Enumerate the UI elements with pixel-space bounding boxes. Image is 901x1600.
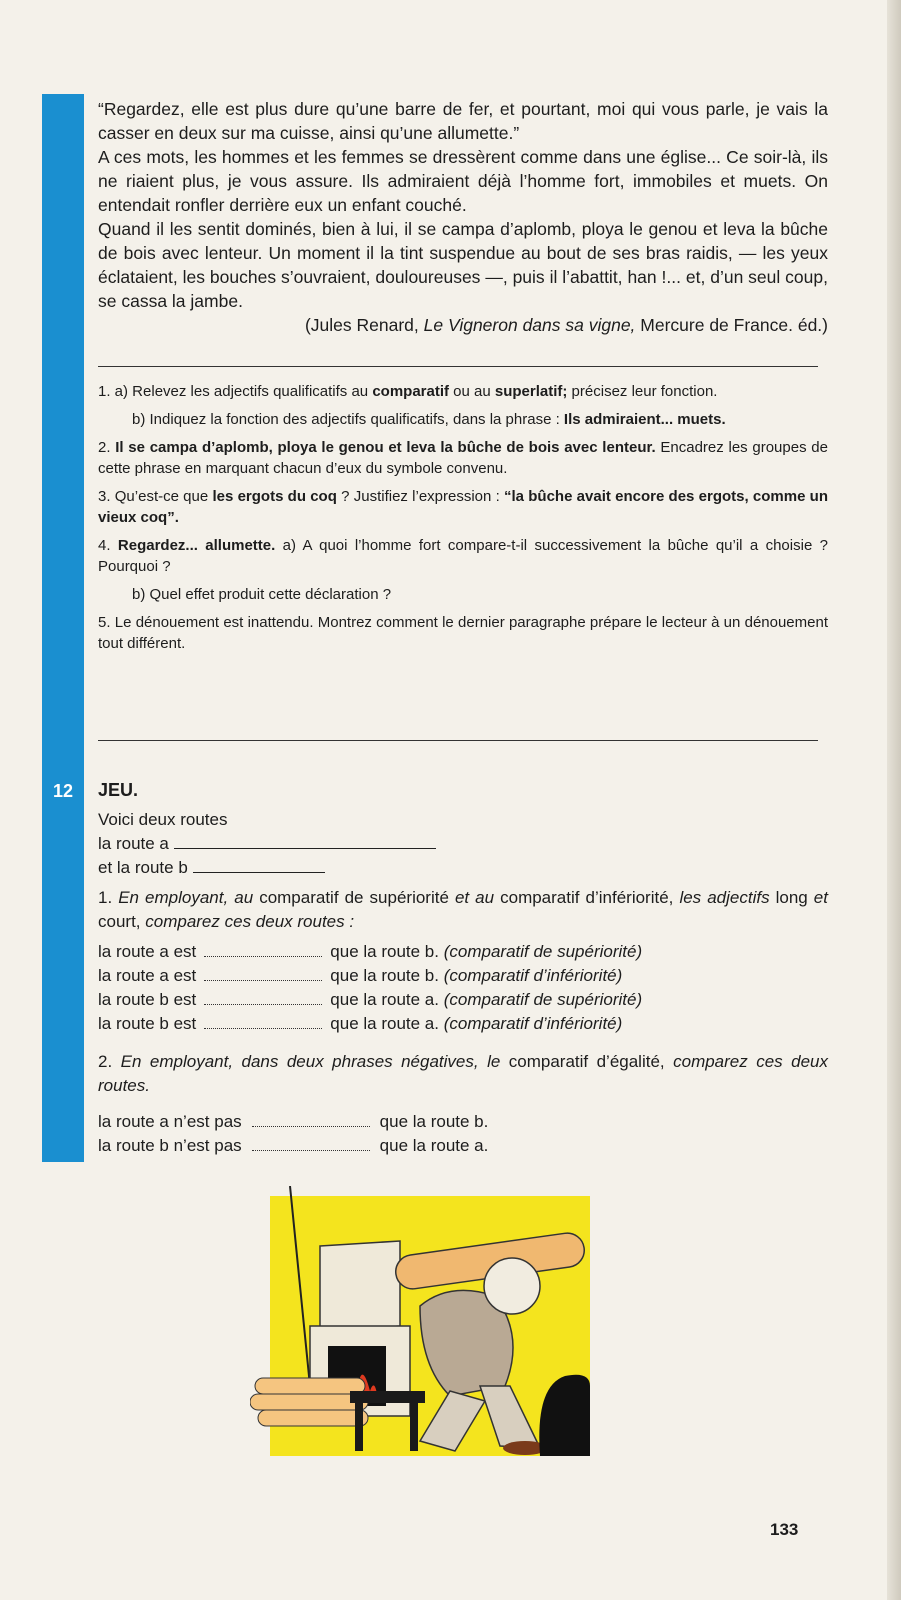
question-1a: 1. a) Relevez les adjectifs qualificatifs au comparatif ou au superlatif; précisez leur fonction. xyxy=(98,383,718,400)
answer-blank[interactable] xyxy=(204,956,322,957)
route-b-length xyxy=(193,871,325,873)
negative-comparison-row: la route a n’est pas que la route b. xyxy=(98,1112,489,1131)
route-b-line: et la route b xyxy=(98,856,828,880)
answer-blank[interactable] xyxy=(252,1126,370,1127)
quoted-excerpt xyxy=(98,97,828,337)
divider-bottom xyxy=(98,740,818,741)
source-author: (Jules Renard, xyxy=(304,315,424,335)
game-intro: Voici deux routes xyxy=(98,810,228,829)
comparison-row: la route a est que la route b. (comparatif d’infériorité) xyxy=(98,966,623,985)
chimney xyxy=(320,1241,400,1331)
question-4b: b) Quel effet produit cette déclaration ? xyxy=(132,586,392,603)
comparison-row: la route b est que la route a. (comparatif de supériorité) xyxy=(98,990,643,1009)
quote-paragraph-2: A ces mots, les hommes et les femmes se dressèrent comme dans une église... Ce soir-là, ils ne riaient plus, je vous assure. Ils admiraient déjà l’homme fort, immobiles et muets. On entendait ronfler derrière eux un enfant couché. xyxy=(98,147,828,215)
answer-blank[interactable] xyxy=(252,1150,370,1151)
route-a-length xyxy=(174,847,436,849)
route-a-line: la route a xyxy=(98,832,828,856)
comparison-row: la route a est que la route b. (comparatif de supériorité) xyxy=(98,942,643,961)
source-title: Le Vigneron dans sa vigne, xyxy=(423,315,636,335)
question-3: 3. Qu’est-ce que les ergots du coq ? Justifiez l’expression : “la bûche avait encore des ergots, comme un vieux coq”. xyxy=(98,488,828,526)
divider-top xyxy=(98,366,818,367)
comparison-row: la route b est que la route a. (comparatif d’infériorité) xyxy=(98,1014,623,1033)
exercise-margin-bar xyxy=(42,94,84,1162)
negative-comparison-row: la route b n’est pas que la route a. xyxy=(98,1136,489,1155)
questions-section xyxy=(98,381,828,661)
answer-blank[interactable] xyxy=(204,1004,322,1005)
question-4a: 4. Regardez... allumette. a) A quoi l’homme fort compare-t-il successivement la bûche qu’il a choisie ? Pourquoi ? xyxy=(98,537,828,575)
question-1b: b) Indiquez la fonction des adjectifs qualificatifs, dans la phrase : Ils admiraient... muets. xyxy=(132,411,726,428)
page-number: 133 xyxy=(770,1520,799,1539)
answer-blank[interactable] xyxy=(204,980,322,981)
game-section xyxy=(98,778,828,1158)
exercise-number: 12 xyxy=(52,781,74,801)
man-head xyxy=(484,1258,540,1314)
quote-source xyxy=(98,313,828,337)
source-publisher: Mercure de France. éd.) xyxy=(635,315,828,335)
quote-paragraph-3: Quand il les sentit dominés, bien à lui, il se campa d’aplomb, ploya le genou et leva la bûche de bois avec lenteur. Un moment il la tint suspendue au bout de ses bras raidis, — les yeux éclataient, les bouches s’ouvraient, douloureuses —, puis il l’abattit, han !... et, d’un seul coup, se cassa la jambe. xyxy=(98,219,828,311)
strongman-illustration xyxy=(250,1186,590,1486)
instruction-1: 1. En employant, au comparatif de supériorité et au comparatif d’infériorité, les adjectifs long et court, comparez ces deux routes : xyxy=(98,888,828,931)
game-title: JEU. xyxy=(98,780,139,800)
instruction-2: 2. En employant, dans deux phrases négatives, le comparatif d’égalité, comparez ces deux routes. xyxy=(98,1052,828,1095)
quote-paragraph-1: “Regardez, elle est plus dure qu’une barre de fer, et pourtant, moi qui vous parle, je vais la casser en deux sur ma cuisse, ainsi qu’une allumette.” xyxy=(98,99,828,143)
question-2: 2. Il se campa d’aplomb, ploya le genou et leva la bûche de bois avec lenteur. Encadrez les groupes de cette phrase en marquant chacun d’eux du symbole convenu. xyxy=(98,439,828,477)
answer-blank[interactable] xyxy=(204,1028,322,1029)
page-edge xyxy=(887,0,901,1600)
question-5: 5. Le dénouement est inattendu. Montrez comment le dernier paragraphe prépare le lecteur à un dénouement tout différent. xyxy=(98,614,828,652)
